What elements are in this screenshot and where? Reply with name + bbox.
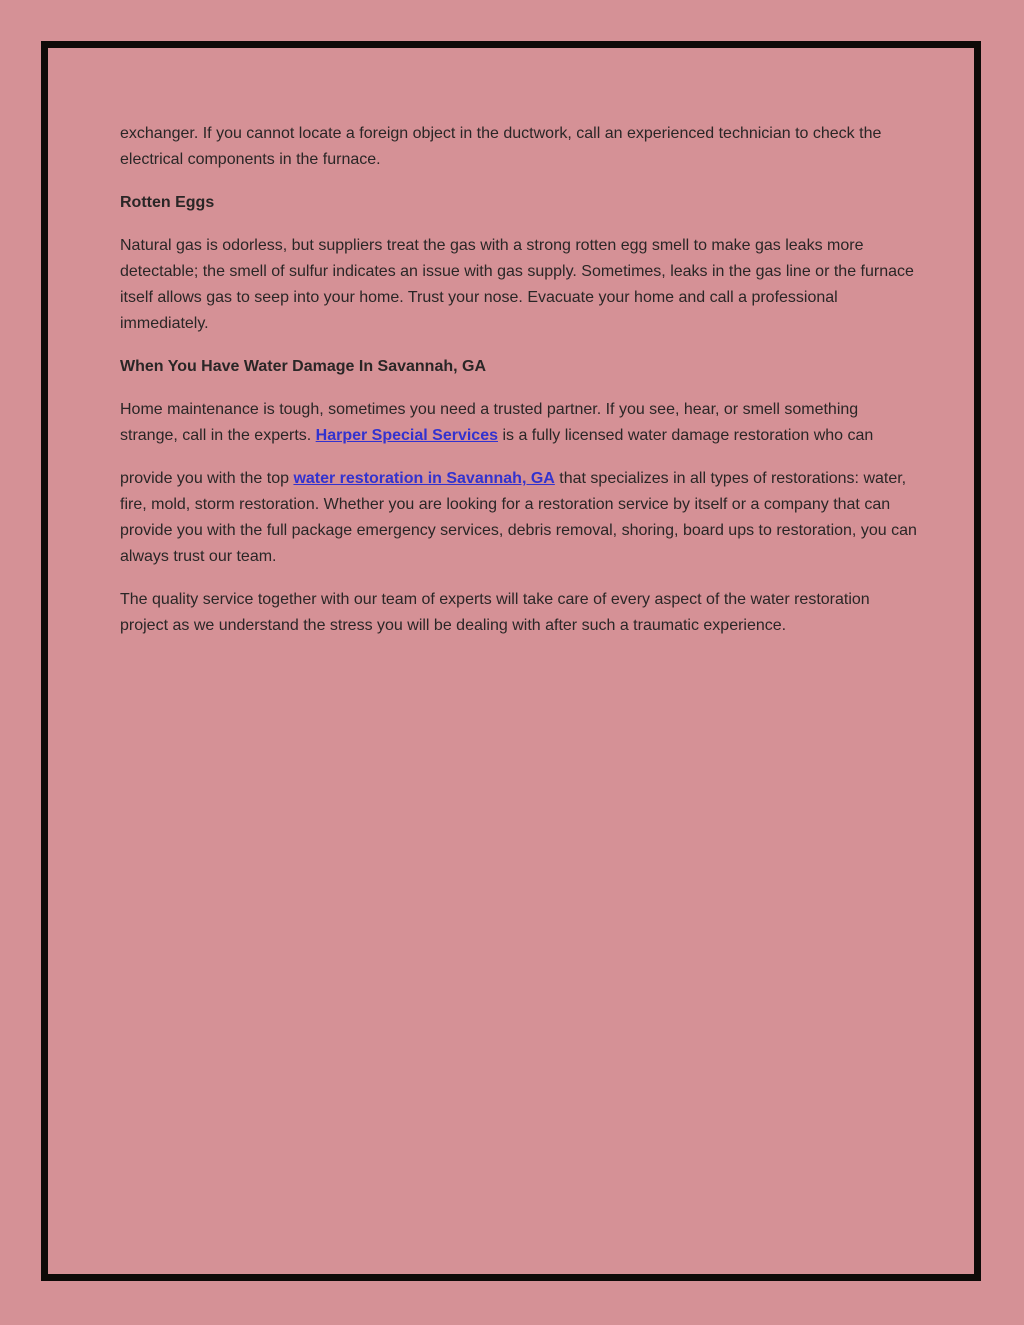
harper-special-services-link[interactable]: Harper Special Services	[315, 427, 498, 444]
paragraph-text: provide you with the top	[120, 470, 294, 487]
document-content	[48, 48, 974, 639]
paragraph-water-damage-1	[120, 397, 920, 449]
paragraph-text: is a fully licensed water damage restoration who can	[498, 427, 874, 444]
paragraph-water-damage-2	[120, 466, 920, 570]
paragraph-rotten-eggs: Natural gas is odorless, but suppliers treat the gas with a strong rotten egg smell to make gas leaks more detectable; the smell of sulfur indicates an issue with gas supply. Sometimes, leaks in the gas line or the furnace itself allows gas to seep into your home. Trust your nose. Evacuate your home and call a professional immediately.	[120, 237, 914, 332]
paragraph-text: Home maintenance is tough, sometimes you need a trusted partner. If you see, hear, or smell something strange, call in the experts.	[120, 401, 859, 444]
paragraph-quality-service: The quality service together with our team of experts will take care of every aspect of the water restoration project as we understand the stress you will be dealing with after such a traumatic experience.	[120, 591, 870, 634]
water-restoration-savannah-link[interactable]: water restoration in Savannah, GA	[293, 470, 555, 487]
section-heading-water-damage: When You Have Water Damage In Savannah, GA	[120, 358, 487, 375]
paragraph-text: that specializes in all types of restorations: water, fire, mold, storm restoration. Whether you are looking for a restoration service by itself or a company that can provide you with the full package emergency services, debris removal, shoring, board ups to restoration, you can always trust our team.	[120, 470, 917, 565]
paragraph-furnace-intro: exchanger. If you cannot locate a foreign object in the ductwork, call an experienced technician to check the electrical components in the furnace.	[120, 125, 882, 168]
page-border-frame	[41, 41, 981, 1281]
section-heading-rotten-eggs: Rotten Eggs	[120, 194, 215, 211]
